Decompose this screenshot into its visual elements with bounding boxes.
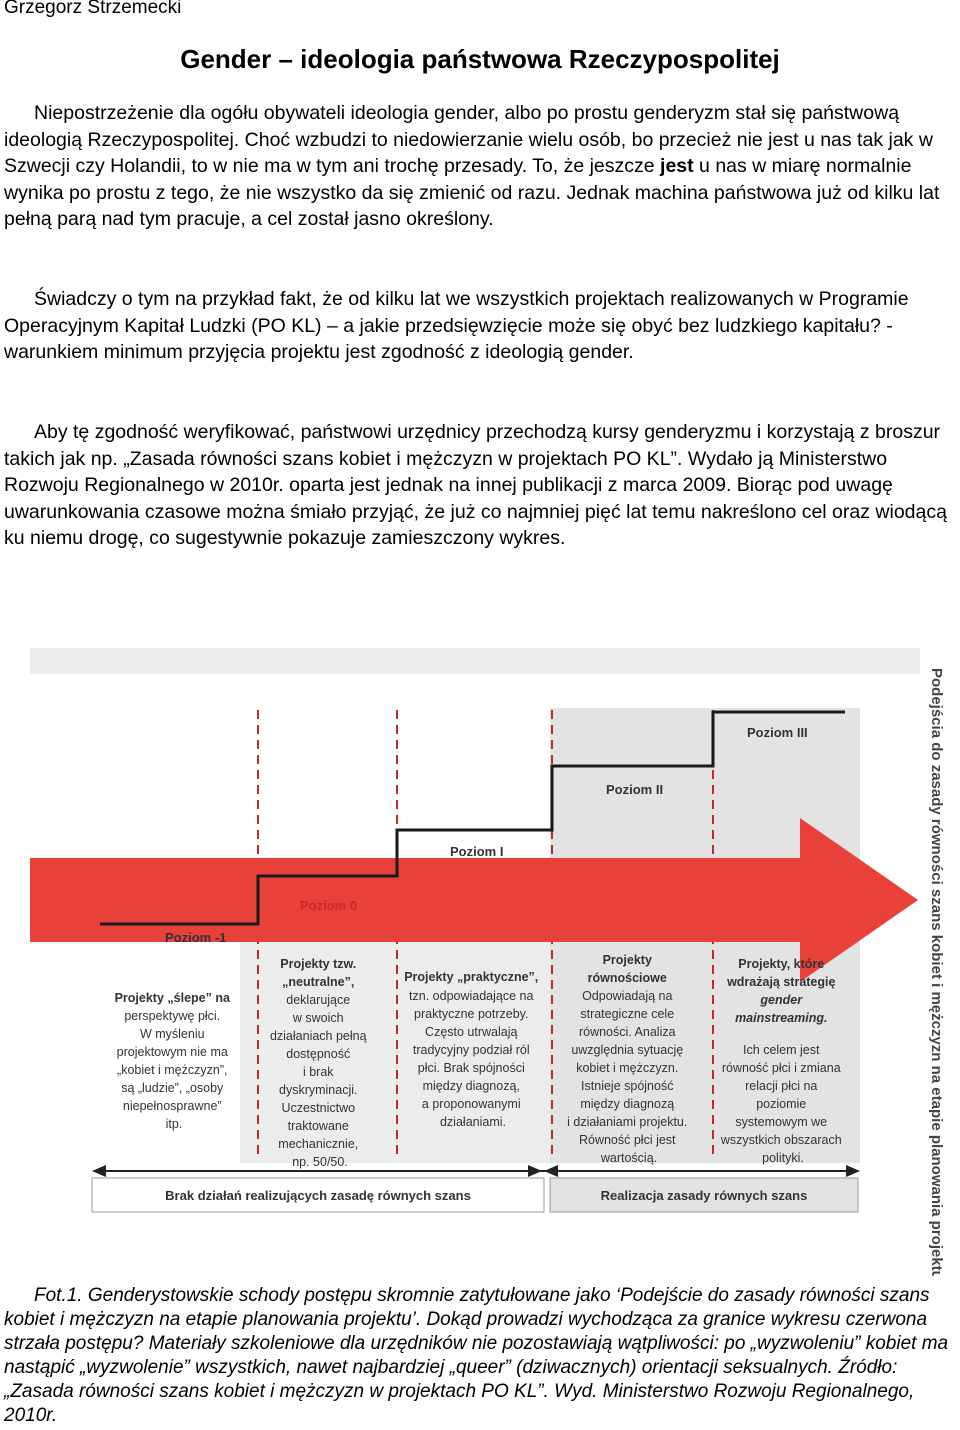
- paragraph-2: [4, 286, 954, 366]
- paragraph-3: [4, 419, 954, 552]
- scan-band: [30, 648, 920, 674]
- paragraph-1-text-b: u nas w miarę normalnie wynika po prostu z tego, że nie wszystko da się zmienić od razu. Jednak machina państwowa już od kilku lat pełną parą nad tym pracuje, a cel został jasno określony.: [4, 155, 940, 231]
- bottom-arrow-mid-head-right: [544, 1165, 558, 1177]
- paragraph-1-text-a: Niepostrzeżenie dla ogółu obywateli ideologia gender, albo po prostu genderyzm stał się państwową ideologią Rzeczypospolitej. Choć wzbudzi to niedowierzanie wielu osób, bo przecież nie jest u nas tak jak w Szwecji czy Holandii, to w nie ma w tym ani trochę przesady. To, że jeszcze: [4, 102, 933, 178]
- level-1-label: Poziom I: [450, 844, 504, 859]
- column-1-text: Projekty „ślepe” na perspektywę płci. W myśleniu projektowym nie ma „kobiet i mężczyzn”, są „ludzie”, „osoby niepełnosprawne” itp.: [114, 991, 230, 1131]
- bottom-right-label: Realizacja zasady równych szans: [600, 1188, 808, 1203]
- author-name: Grzegorz Strzemecki: [4, 0, 182, 18]
- level-3-label: Poziom III: [747, 725, 808, 740]
- column-2-text: Projekty tzw. „neutralne”, deklarujące w swoich działaniach pełną dostępność i brak dyskryminacji. Uczestnictwo traktowane mechanicznie, np. 50/50.: [269, 957, 367, 1169]
- bottom-arrow-mid-head-left: [528, 1165, 542, 1177]
- paragraph-1-bold: jest: [660, 155, 694, 178]
- column-4-text: Projekty równościowe Odpowiadają na strategiczne cele równości. Analiza uwzględnia sytuację kobiet i mężczyzn. Istnieje spójność między diagnozą i działaniami projektu. Równość płci jest wartością.: [567, 953, 688, 1165]
- column-3-text: Projekty „praktyczne”, tzn. odpowiadające na praktyczne potrzeby. Często utrwalają tradycyjny podział ról płci. Brak spójności między diagnozą, a proponowanymi działaniami.: [404, 970, 539, 1129]
- level-2-label: Poziom II: [606, 782, 664, 797]
- figure-caption-text: Fot.1. Genderystowskie schody postępu skromnie zatytułowane jako ‘Podejście do zasady równości szans kobiet i mężczyzn na etapie planowania projektu’. Dokąd prowadzi wychodząca za granice wykresu czerwona strzała postępu? Materiały szkoleniowe dla urzędników nie pozostawiają wątpliwości: po „wyzwoleniu” kobiet ma nastąpić „wyzwolenie” wszystkich, nawet najbardziej „queer” (dziwacznych) orientacji seksualnych. Źródło: „Zasada równości szans kobiet i mężczyzn w projektach PO KL”. Wyd. Ministerstwo Rozwoju Regionalnego, 2010r.: [4, 1285, 949, 1426]
- figure-side-title: Podejścia do zasady równości szans kobiet i mężczyzn na etapie planowania projektu: [928, 668, 945, 1276]
- bottom-arrow-left-head: [92, 1165, 106, 1177]
- paragraph-1: [4, 100, 954, 233]
- bottom-arrow-right-head: [846, 1165, 860, 1177]
- paragraph-2-text: Świadczy o tym na przykład fakt, że od kilku lat we wszystkich projektach realizowanych w Programie Operacyjnym Kapitał Ludzki (PO KL) – a jakie przedsięwzięcie może się obyć bez ludzkiego kapitału? - warunkiem minimum przyjęcia projektu jest zgodność z ideologią gender.: [4, 288, 909, 364]
- gender-staircase-figure: [30, 648, 960, 1276]
- bottom-left-label: Brak działań realizujących zasadę równych szans: [165, 1188, 471, 1203]
- column-5-text: Projekty, które wdrażają strategię gender mainstreaming. Ich celem jest równość płci i zmiana relacji płci na poziomie systemowym we wszystkich obszarach polityki.: [720, 957, 842, 1165]
- page-title: Gender – ideologia państwowa Rzeczypospolitej: [180, 44, 780, 74]
- level-0-label: Poziom 0: [300, 898, 358, 913]
- level-minus-1-label: Poziom -1: [165, 930, 227, 945]
- staircase-diagram: [30, 648, 960, 1276]
- figure-caption: [4, 1284, 954, 1428]
- paragraph-3-text: Aby tę zgodność weryfikować, państwowi urzędnicy przechodzą kursy genderyzmu i korzystają z broszur takich jak np. „Zasada równości szans kobiet i mężczyzn w projektach PO KL”. Wydało ją Ministerstwo Rozwoju Regionalnego w 2010r. oparta jest jednak na innej publikacji z marca 2009. Biorąc pod uwagę uwarunkowania czasowe można śmiało przyjąć, że już co najmniej pięć lat temu nakreślono cel oraz wiodącą ku niemu drogę, co sugestywnie pokazuje zamieszczony wykres.: [4, 421, 947, 550]
